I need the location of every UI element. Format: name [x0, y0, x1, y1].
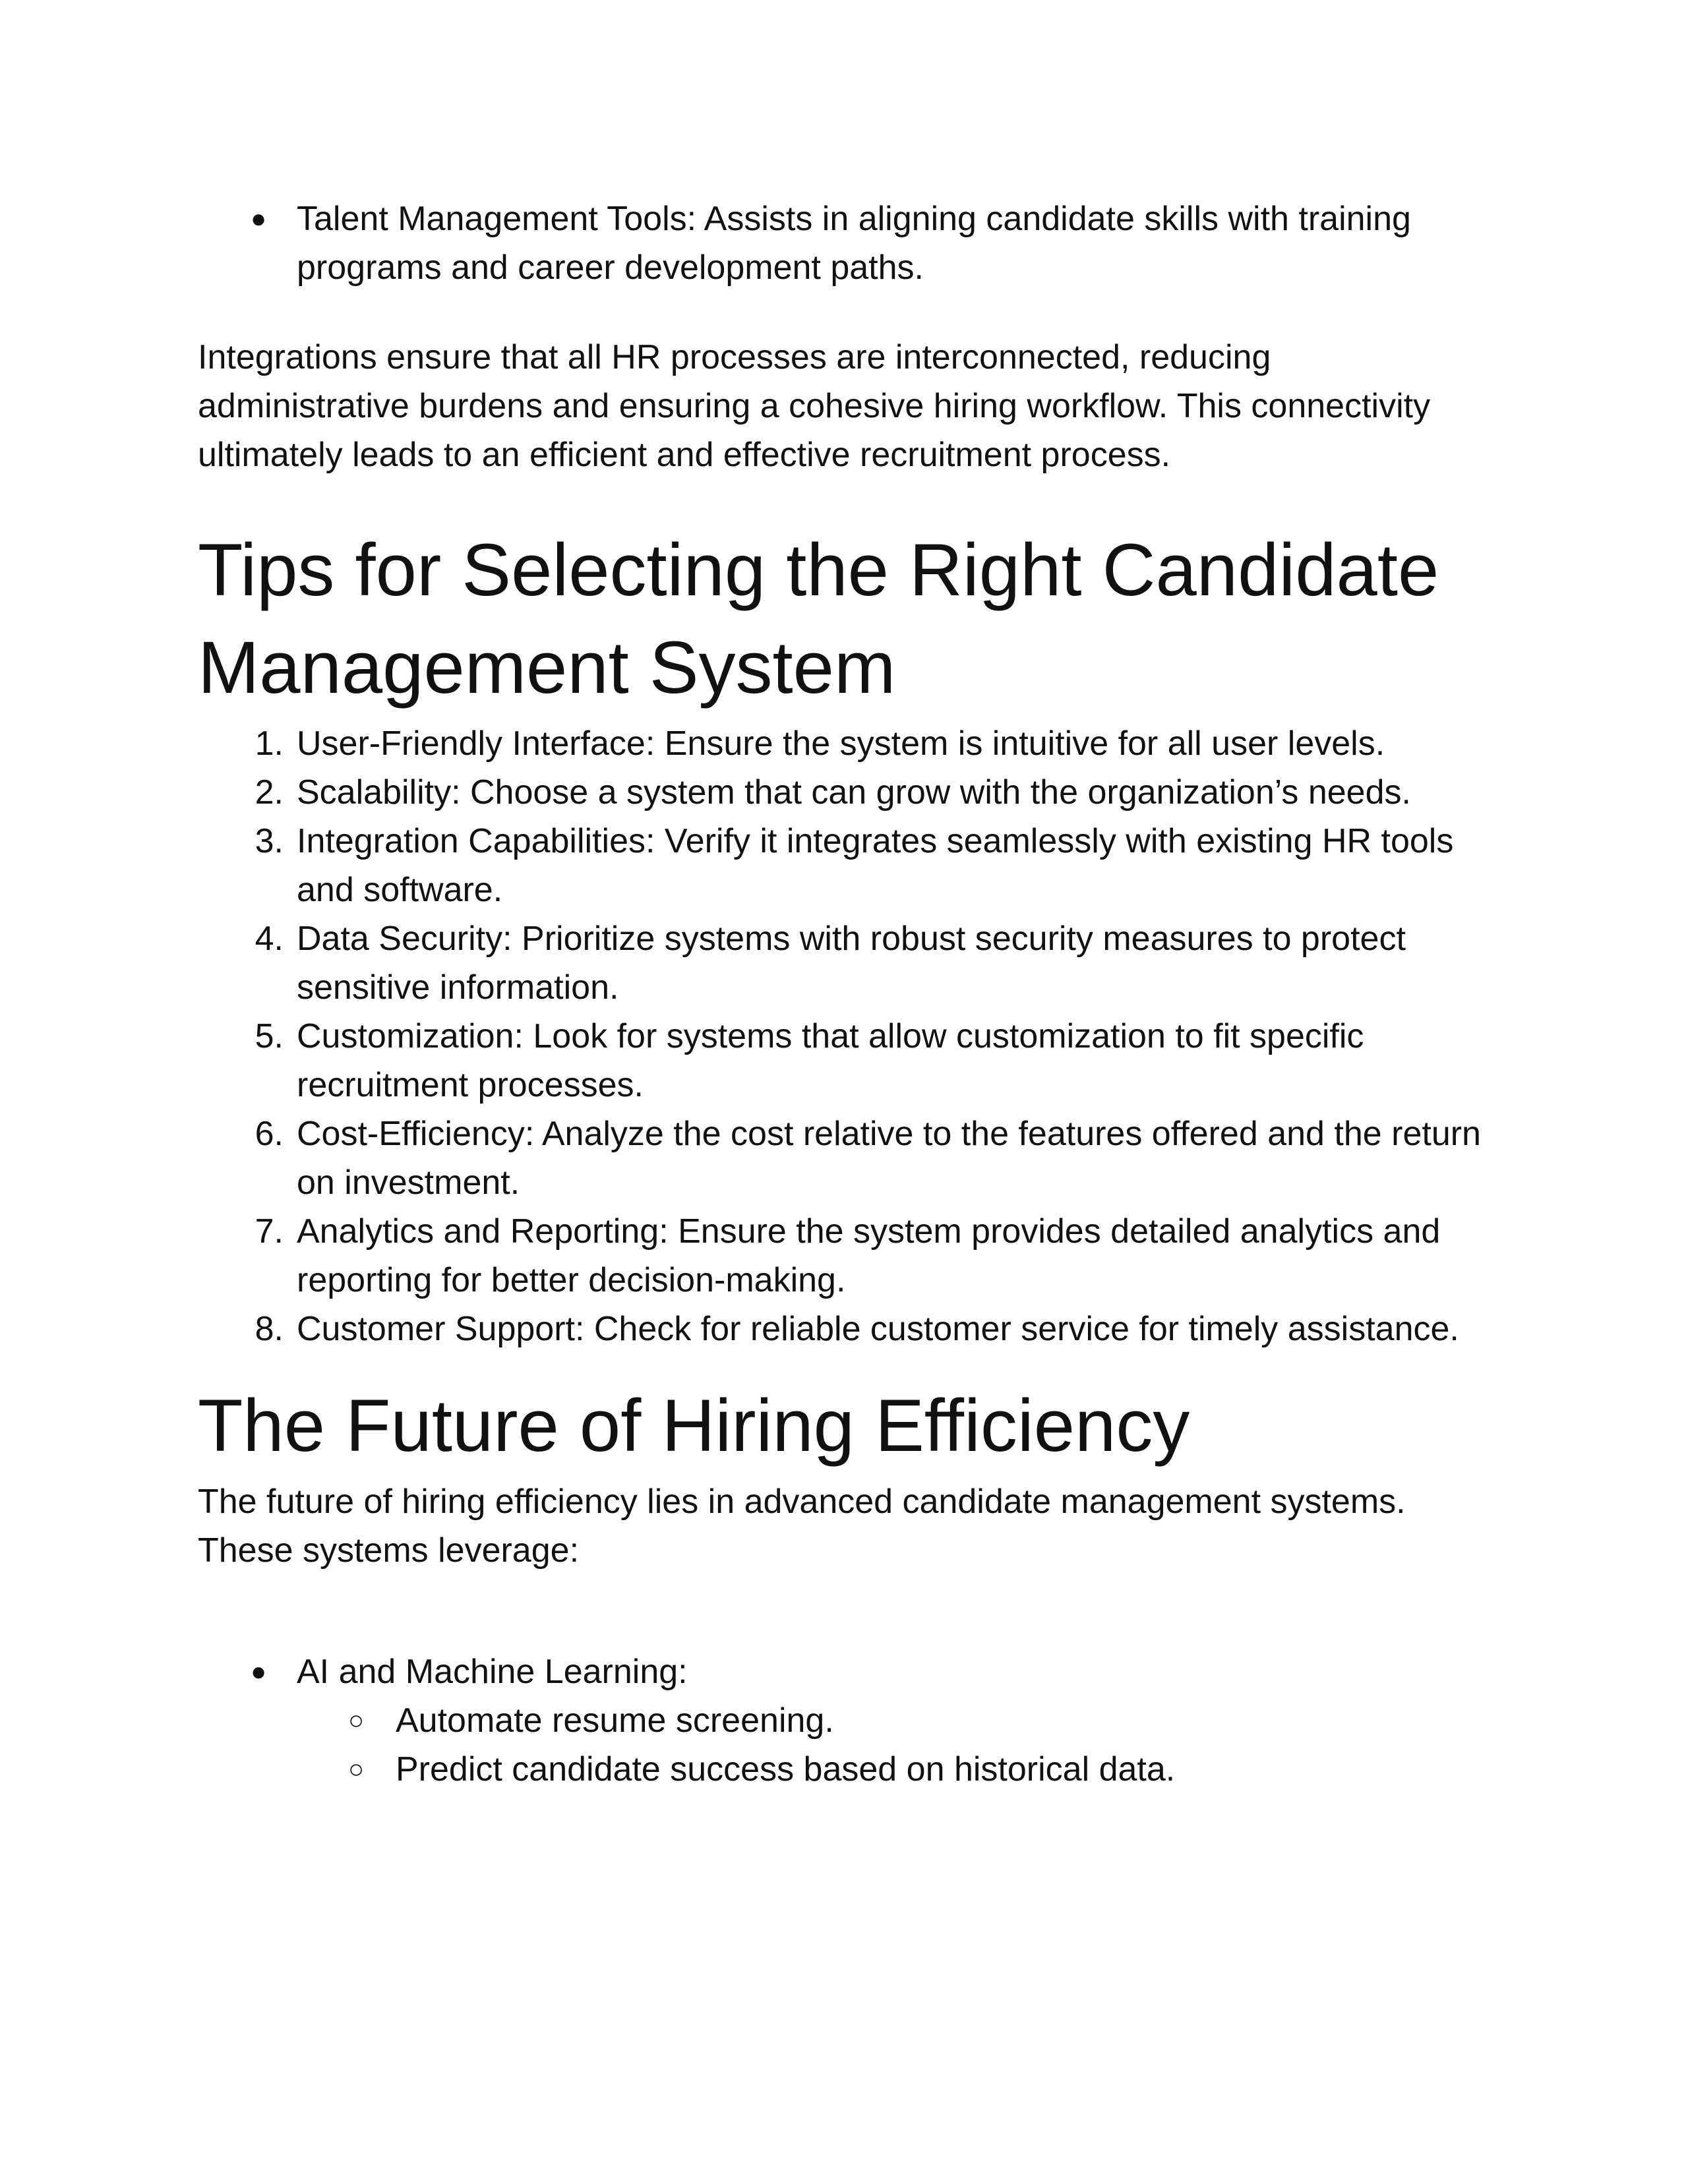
list-item-text: Analytics and Reporting: Ensure the system provides detailed analytics and reporting for better decision-making.: [297, 1212, 1441, 1299]
list-item-text: User-Friendly Interface: Ensure the system is intuitive for all user levels.: [297, 724, 1385, 763]
future-paragraph: The future of hiring efficiency lies in advanced candidate management systems. These systems leverage:: [198, 1483, 1406, 1570]
list-item-text: Talent Management Tools: Assists in aligning candidate skills with training programs and career development paths.: [297, 200, 1411, 287]
hollow-bullet-icon: ○: [348, 1755, 365, 1784]
list-number: 4.: [255, 920, 284, 958]
list-item: [198, 719, 1490, 768]
list-item: [198, 194, 1490, 292]
top-bullet-list: [198, 194, 1490, 292]
list-item-text: Scalability: Choose a system that can grow with the organization’s needs.: [297, 773, 1411, 812]
list-item: [198, 1305, 1490, 1353]
list-number: 8.: [255, 1310, 284, 1348]
list-item: [198, 768, 1490, 817]
list-item: [198, 1647, 1490, 1696]
list-item: [198, 1109, 1490, 1207]
list-number: 2.: [255, 773, 284, 812]
list-item: [198, 1207, 1490, 1305]
future-bullet-list: [198, 1647, 1490, 1696]
sub-list-item: [198, 1696, 1490, 1745]
sub-list-item-text: Predict candidate success based on historical data.: [396, 1750, 1176, 1788]
list-item-text: Customer Support: Check for reliable customer service for timely assistance.: [297, 1310, 1459, 1348]
list-item-text: Data Security: Prioritize systems with robust security measures to protect sensitive information.: [297, 920, 1406, 1007]
future-sub-bullet-list: [198, 1696, 1490, 1794]
hollow-bullet-icon: ○: [348, 1706, 365, 1735]
integrations-paragraph: Integrations ensure that all HR processes are interconnected, reducing administrative burdens and ensuring a cohesive hiring workflow. This connectivity ultimately leads to an efficient and effective recruitment process.: [198, 338, 1431, 474]
list-number: 1.: [255, 724, 284, 763]
sub-list-item-text: Automate resume screening.: [396, 1701, 834, 1740]
future-heading: The Future of Hiring Efficiency: [198, 1384, 1190, 1467]
list-item-text: Integration Capabilities: Verify it integrates seamlessly with existing HR tools and software.: [297, 822, 1454, 909]
tips-numbered-list: [198, 719, 1490, 1353]
list-item-text: Customization: Look for systems that allow customization to fit specific recruitment processes.: [297, 1017, 1364, 1104]
tips-heading: [198, 521, 1490, 717]
tips-heading-line1: Tips for Selecting the Right Candidate: [198, 529, 1439, 611]
list-item: [198, 914, 1490, 1012]
list-number: 6.: [255, 1115, 284, 1153]
document-content: [198, 194, 1490, 1794]
sub-list-item: [198, 1745, 1490, 1794]
list-number: 7.: [255, 1212, 284, 1251]
bullet-icon: ●: [251, 204, 267, 233]
list-number: 5.: [255, 1017, 284, 1055]
list-item: [198, 1012, 1490, 1109]
list-item-text: AI and Machine Learning:: [297, 1653, 688, 1691]
tips-heading-line2: Management System: [198, 626, 896, 709]
list-number: 3.: [255, 822, 284, 860]
bullet-icon: ●: [251, 1657, 267, 1686]
list-item-text: Cost-Efficiency: Analyze the cost relative to the features offered and the return on investment.: [297, 1115, 1481, 1202]
list-item: [198, 817, 1490, 914]
